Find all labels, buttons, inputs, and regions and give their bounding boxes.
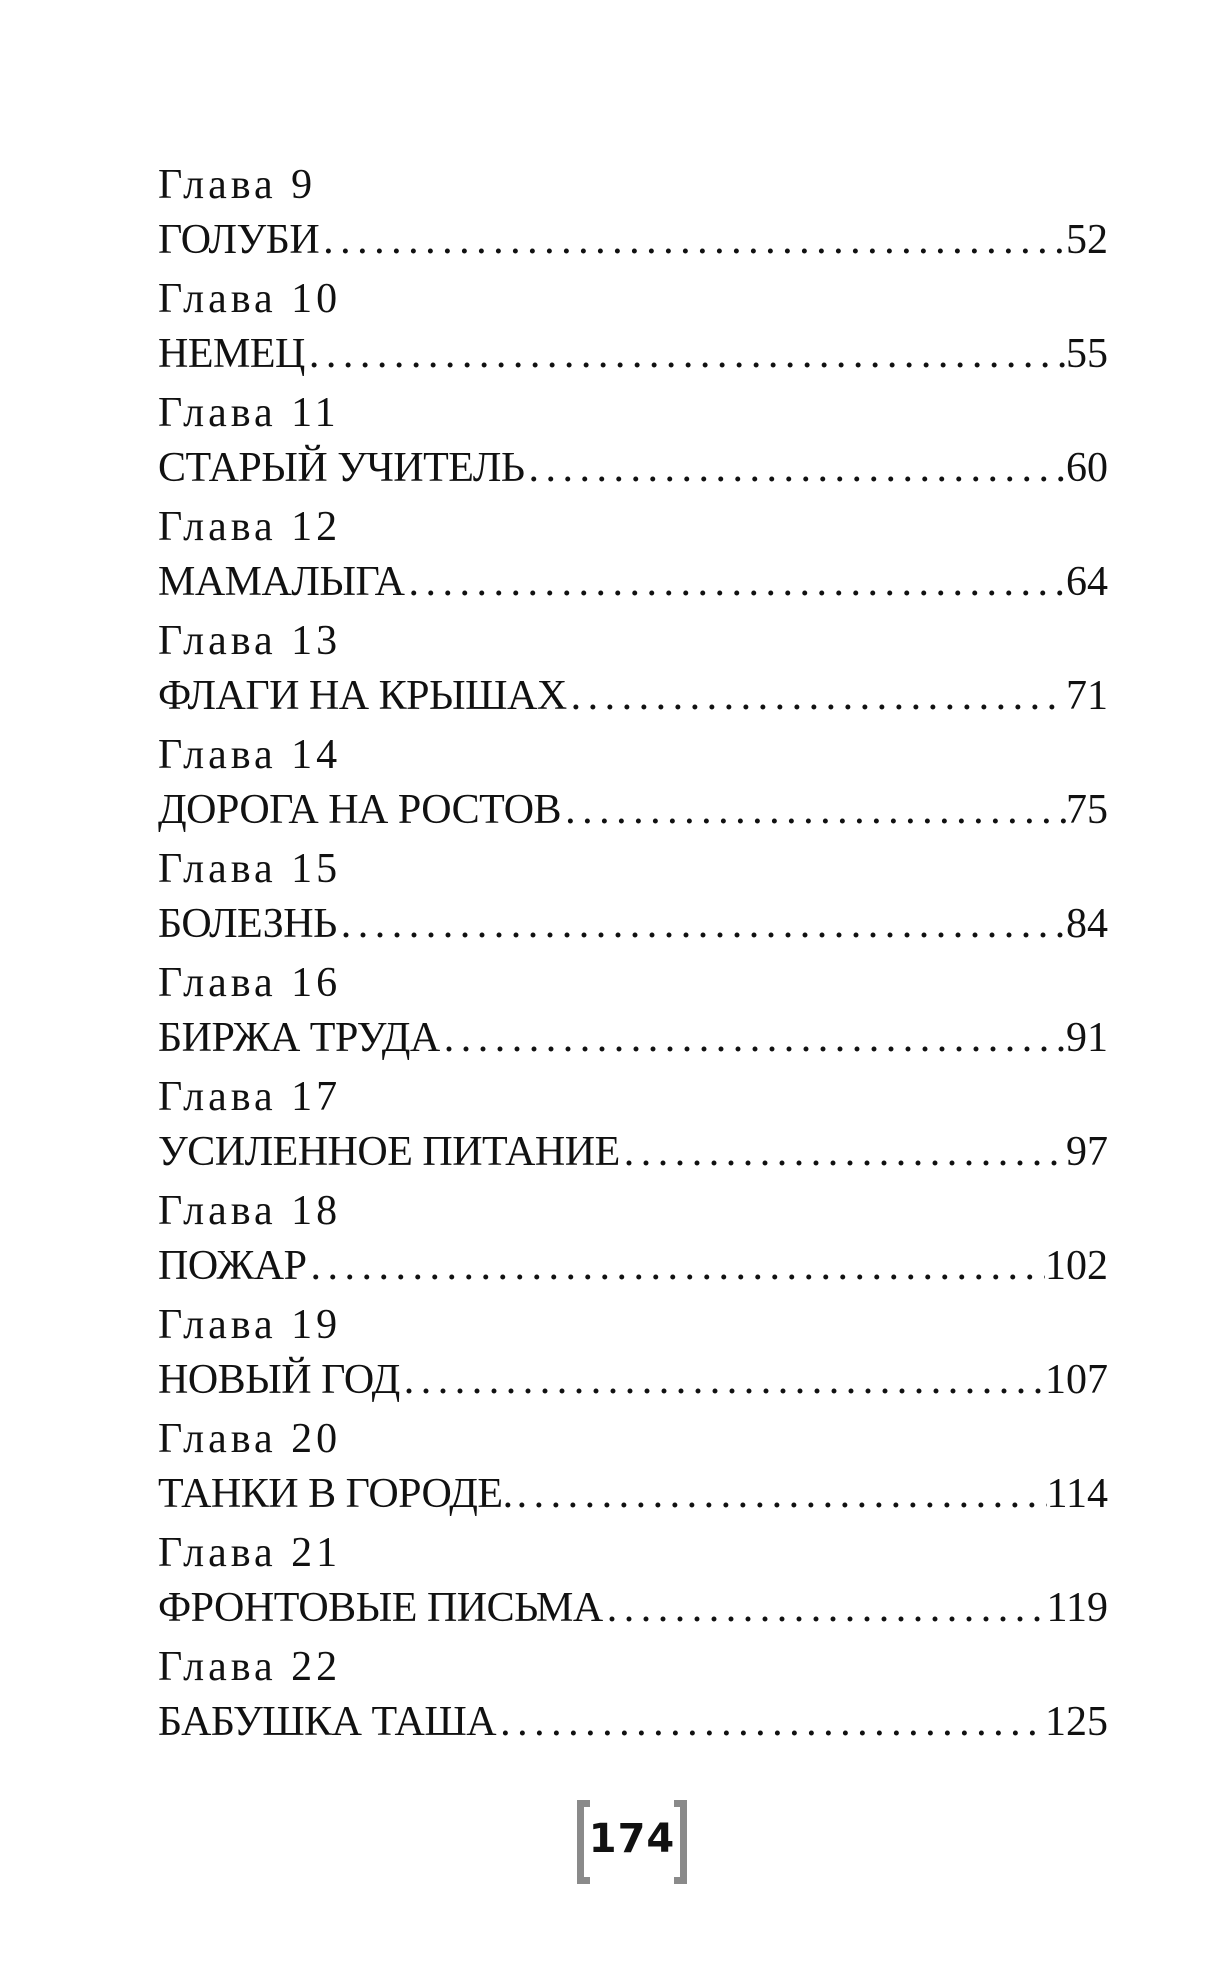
toc-entry xyxy=(158,1642,1108,1756)
toc-entry xyxy=(158,1528,1108,1642)
chapter-title: СТАРЫЙ УЧИТЕЛЬ xyxy=(158,445,525,491)
chapter-label: Глава 13 xyxy=(158,618,342,664)
chapter-title-row[interactable] xyxy=(158,1692,1108,1752)
toc-entry xyxy=(158,958,1108,1072)
chapter-title: ФРОНТОВЫЕ ПИСЬМА xyxy=(158,1585,603,1631)
dot-leader xyxy=(561,780,1066,840)
chapter-title-row[interactable] xyxy=(158,1236,1108,1296)
chapter-page-number: 75 xyxy=(1066,787,1108,833)
dot-leader xyxy=(496,1692,1045,1752)
chapter-title-row[interactable] xyxy=(158,1464,1108,1524)
chapter-title: ТАНКИ В ГОРОДЕ. xyxy=(158,1471,513,1517)
toc-entry xyxy=(158,616,1108,730)
table-of-contents xyxy=(158,160,1108,1756)
chapter-label: Глава 17 xyxy=(158,1074,342,1120)
chapter-title: ДОРОГА НА РОСТОВ xyxy=(158,787,562,833)
dot-leader xyxy=(620,1122,1066,1182)
chapter-title-row[interactable] xyxy=(158,324,1108,384)
chapter-title-row[interactable] xyxy=(158,1350,1108,1410)
chapter-title: НЕМЕЦ xyxy=(158,331,305,377)
chapter-title-row[interactable] xyxy=(158,894,1108,954)
chapter-page-number: 60 xyxy=(1066,445,1108,491)
chapter-title: ФЛАГИ НА КРЫШАХ xyxy=(158,673,567,719)
chapter-page-number: 102 xyxy=(1045,1243,1108,1289)
toc-entry xyxy=(158,844,1108,958)
toc-entry xyxy=(158,160,1108,274)
chapter-title-row[interactable] xyxy=(158,438,1108,498)
chapter-title: НОВЫЙ ГОД xyxy=(158,1357,400,1403)
chapter-page-number: 107 xyxy=(1045,1357,1108,1403)
dot-leader xyxy=(513,1464,1047,1524)
chapter-page-number: 119 xyxy=(1046,1585,1108,1631)
chapter-title-row[interactable] xyxy=(158,1122,1108,1182)
dot-leader xyxy=(440,1008,1066,1068)
chapter-label: Глава 12 xyxy=(158,504,342,550)
chapter-page-number: 91 xyxy=(1066,1015,1108,1061)
chapter-title: УСИЛЕННОЕ ПИТАНИЕ xyxy=(158,1129,620,1175)
page-number: 174 xyxy=(588,1816,676,1862)
chapter-page-number: 52 xyxy=(1066,217,1108,263)
toc-entry xyxy=(158,1072,1108,1186)
chapter-label: Глава 22 xyxy=(158,1644,342,1690)
chapter-label: Глава 14 xyxy=(158,732,342,778)
dot-leader xyxy=(337,894,1066,954)
chapter-label: Глава 20 xyxy=(158,1416,342,1462)
chapter-page-number: 125 xyxy=(1045,1699,1108,1745)
chapter-title-row[interactable] xyxy=(158,552,1108,612)
chapter-label: Глава 21 xyxy=(158,1530,342,1576)
page-footer xyxy=(577,1800,687,1884)
dot-leader xyxy=(405,552,1066,612)
toc-entry xyxy=(158,388,1108,502)
dot-leader xyxy=(305,324,1066,384)
chapter-title: МАМАЛЫГА xyxy=(158,559,405,605)
dot-leader xyxy=(400,1350,1045,1410)
chapter-title: БАБУШКА ТАША xyxy=(158,1699,497,1745)
right-bracket-icon xyxy=(674,1800,687,1884)
chapter-label: Глава 18 xyxy=(158,1188,342,1234)
chapter-page-number: 55 xyxy=(1066,331,1108,377)
toc-entry xyxy=(158,1300,1108,1414)
chapter-title-row[interactable] xyxy=(158,1008,1108,1068)
chapter-title-row[interactable] xyxy=(158,666,1108,726)
chapter-page-number: 97 xyxy=(1066,1129,1108,1175)
dot-leader xyxy=(319,210,1066,270)
chapter-page-number: 114 xyxy=(1046,1471,1108,1517)
dot-leader xyxy=(603,1578,1047,1638)
dot-leader xyxy=(524,438,1066,498)
toc-entry xyxy=(158,1186,1108,1300)
toc-entry xyxy=(158,274,1108,388)
chapter-title: БОЛЕЗНЬ xyxy=(158,901,337,947)
chapter-label: Глава 11 xyxy=(158,390,340,436)
chapter-label: Глава 16 xyxy=(158,960,342,1006)
chapter-page-number: 64 xyxy=(1066,559,1108,605)
toc-entry xyxy=(158,502,1108,616)
chapter-label: Глава 15 xyxy=(158,846,342,892)
dot-leader xyxy=(567,666,1066,726)
chapter-title: БИРЖА ТРУДА xyxy=(158,1015,440,1061)
dot-leader xyxy=(306,1236,1045,1296)
chapter-label: Глава 19 xyxy=(158,1302,342,1348)
toc-entry xyxy=(158,730,1108,844)
chapter-label: Глава 10 xyxy=(158,276,342,322)
chapter-title-row[interactable] xyxy=(158,1578,1108,1638)
chapter-page-number: 71 xyxy=(1066,673,1108,719)
chapter-title-row[interactable] xyxy=(158,780,1108,840)
toc-entry xyxy=(158,1414,1108,1528)
chapter-title: ГОЛУБИ xyxy=(158,217,320,263)
chapter-title-row[interactable] xyxy=(158,210,1108,270)
chapter-page-number: 84 xyxy=(1066,901,1108,947)
chapter-label: Глава 9 xyxy=(158,162,317,208)
chapter-title: ПОЖАР xyxy=(158,1243,307,1289)
